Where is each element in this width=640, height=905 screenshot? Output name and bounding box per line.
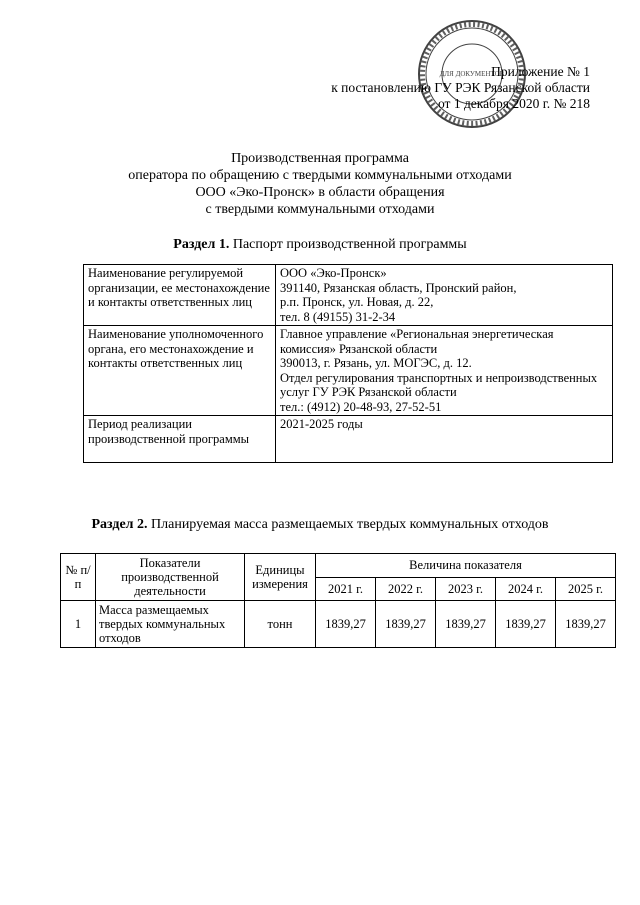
row-header: Период реализации производственной программы [84,416,276,463]
table-row [84,326,613,416]
header-unit: Единицы измерения [245,554,316,601]
header-year: 2021 г. [316,577,376,601]
cell-value: 1839,27 [556,601,616,648]
row-value: ООО «Эко-Пронск» 391140, Рязанская область, Пронский район, р.п. Пронск, ул. Новая, д. 22, тел. 8 (49155) 31-2-34 [276,265,613,326]
header-value: Величина показателя [316,554,616,578]
cell-indicator: Масса размещаемых твердых коммунальных отходов [96,601,245,648]
section1-heading: Раздел 1. Паспорт производственной программы [173,237,467,252]
appendix-block [331,64,590,112]
cell-value: 1839,27 [436,601,496,648]
cell-value: 1839,27 [376,601,436,648]
table-row [84,265,613,326]
header-num: № п/п [61,554,96,601]
appendix-line: от 1 декабря 2020 г. № 218 [437,96,590,111]
section2-heading: Раздел 2. Планируемая масса размещаемых твердых коммунальных отходов [91,517,549,532]
row-value: 2021-2025 годы [276,416,613,463]
appendix-line: к постановлению ГУ РЭК Рязанской области [331,80,590,95]
svg-text:ДЛЯ ДОКУМЕНТОВ: ДЛЯ ДОКУМЕНТОВ [439,70,505,78]
header-year: 2024 г. [496,577,556,601]
cell-num: 1 [61,601,96,648]
table-row [61,601,616,648]
cell-unit: тонн [245,601,316,648]
cell-value: 1839,27 [496,601,556,648]
row-header: Наименование регулируемой организации, ее местонахождение и контакты ответственных лиц [84,265,276,326]
document-title: Производственная программа оператора по обращению с твердыми коммунальными отходами ООО «Эко-Пронск» в области обращения с твердыми коммунальными отходами [128,151,512,217]
mass-table [60,553,616,648]
header-indicator: Показатели производственной деятельности [96,554,245,601]
appendix-line: Приложение № 1 [491,64,590,79]
header-year: 2025 г. [556,577,616,601]
row-value: Главное управление «Региональная энергетическая комиссия» Рязанской области 390013, г. Рязань, ул. МОГЭС, д. 12. Отдел регулирования транспортных и непроизводственных услуг ГУ РЭК Рязанской области тел.: (4912) 20-48-93, 27-52-51 [276,326,613,416]
header-year: 2023 г. [436,577,496,601]
row-header: Наименование уполномоченного органа, его местонахождение и контакты ответственных лиц [84,326,276,416]
cell-value: 1839,27 [316,601,376,648]
table-row [84,416,613,463]
passport-table [83,264,613,463]
table-header-row [61,554,616,578]
header-year: 2022 г. [376,577,436,601]
